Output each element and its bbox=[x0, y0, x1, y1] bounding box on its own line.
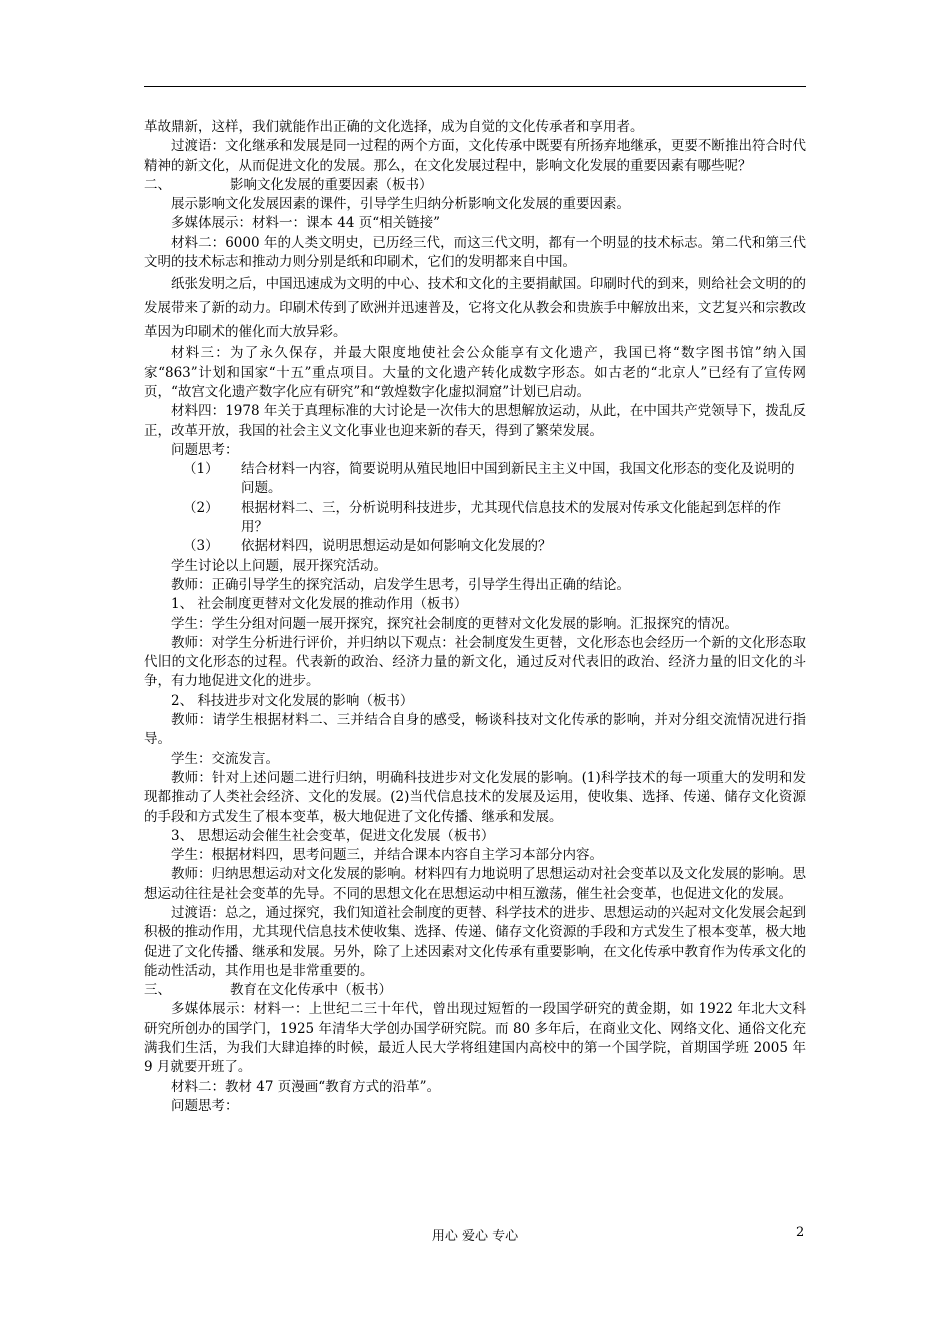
section-title: 教育在文化传承中（板书） bbox=[230, 982, 392, 999]
paragraph: 教师：针对上述问题二进行归纳，明确科技进步对文化发展的影响。(1)科学技术的每一项重大的发明和发现都推动了人类社会经济、文化的发展。(2)当代信息技术的发展及运用，使收集、选择、传递、储存文化资源的手段和方式发生了根本变革，极大地促进了文化传播、继承和发展。 bbox=[144, 769, 806, 825]
page-number: 2 bbox=[796, 1225, 805, 1240]
section-title: 影响文化发展的重要因素（板书） bbox=[230, 176, 433, 193]
document-body bbox=[144, 118, 806, 1116]
section-heading bbox=[144, 176, 806, 195]
question-number: （2） bbox=[183, 499, 219, 516]
paragraph: 2、 科技进步对文化发展的影响（板书） bbox=[171, 692, 414, 709]
paragraph: 多媒体展示：材料一：上世纪二三十年代，曾出现过短暂的一段国学研究的黄金期，如 1922 年北大文科研究所创办的国学门，1925 年清华大学创办国学研究院。而 80 多年后，在商业文化、网络文化、通俗文化充满我们生活，为我们大肆追捧的时候，最近人民大学将组建国内高校中的第一个国学院，首期国学班 2005 年 9 月就要开班了。 bbox=[144, 1001, 806, 1076]
paragraph: 1、 社会制度更替对文化发展的推动作用（板书） bbox=[171, 596, 468, 613]
paragraph: 教师：对学生分析进行评价，并归纳以下观点：社会制度发生更替，文化形态也会经历一个新的文化形态取代旧的文化形态的过程。代表新的政治、经济力量的新文化，通过反对代表旧的政治、经济力量的旧文化的斗争，有力地促进文化的进步。 bbox=[144, 634, 806, 690]
question-text: 结合材料一内容，简要说明从殖民地旧中国到新民主主义中国，我国文化形态的变化及说明的问题。 bbox=[241, 461, 795, 497]
paragraph: 纸张发明之后，中国迅速成为文明的中心、技术和文化的主要捐献国。印刷时代的到来，则给社会文明的的发展带来了新的动力。印刷术传到了欧洲并迅速普及，它将文化从教会和贵族手中解放出来，文艺复兴和宗教改革因为印刷术的催化而大放异彩。 bbox=[144, 276, 806, 341]
question-text: 根据材料二、三，分析说明科技进步，尤其现代信息技术的发展对传承文化能起到怎样的作用？ bbox=[241, 499, 781, 536]
paragraph: 展示影响文化发展因素的课件，引导学生归纳分析影响文化发展的重要因素。 bbox=[171, 196, 630, 213]
section-number: 三、 bbox=[144, 982, 171, 999]
question-number: （1） bbox=[183, 461, 219, 478]
paragraph: 多媒体展示：材料一：课本 44 页“相关链接” bbox=[171, 215, 441, 232]
header-rule bbox=[144, 86, 806, 87]
paragraph: 学生：学生分组对问题一展开探究，探究社会制度的更替对文化发展的影响。汇报探究的情况。 bbox=[171, 615, 738, 632]
paragraph: 学生讨论以上问题，展开探究活动。 bbox=[171, 557, 387, 574]
paragraph: 学生：交流发言。 bbox=[171, 750, 279, 767]
paragraph: 问题思考： bbox=[171, 1097, 239, 1114]
paragraph: 学生：根据材料四，思考问题三，并结合课本内容自主学习本部分内容。 bbox=[171, 847, 603, 864]
question-number: （3） bbox=[183, 538, 219, 555]
paragraph: 3、 思想运动会催生社会变革，促进文化发展（板书） bbox=[171, 827, 495, 844]
section-number: 二、 bbox=[144, 176, 171, 193]
paragraph: 教师：请学生根据材料二、三并结合自身的感受，畅谈科技对文化传承的影响，并对分组交流情况进行指导。 bbox=[144, 712, 806, 748]
paragraph: 教师：归纳思想运动对文化发展的影响。材料四有力地说明了思想运动对社会变革以及文化发展的影响。思想运动往往是社会变革的先导。不同的思想文化在思想运动中相互激荡，催生社会变革，也促进文化的发展。 bbox=[144, 866, 806, 902]
question-item bbox=[144, 537, 806, 556]
paragraph: 问题思考： bbox=[171, 441, 239, 458]
paragraph: 教师：正确引导学生的探究活动，启发学生思考，引导学生得出正确的结论。 bbox=[171, 576, 630, 593]
paragraph: 革故鼎新，这样，我们就能作出正确的文化选择，成为自觉的文化传承者和享用者。 bbox=[144, 119, 644, 135]
section-heading bbox=[144, 981, 806, 1000]
paragraph: 材料四：1978 年关于真理标准的大讨论是一次伟大的思想解放运动，从此，在中国共产党领导下，拨乱反正，改革开放，我国的社会主义文化事业也迎来新的春天，得到了繁荣发展。 bbox=[144, 403, 806, 439]
paragraph: 材料二：6000 年的人类文明史，已历经三代，而这三代文明，都有一个明显的技术标志。第二代和第三代文明的技术标志和推动力则分别是纸和印刷术，它们的发明都来自中国。 bbox=[144, 234, 806, 271]
question-item bbox=[144, 499, 806, 538]
footer-motto: 用心 爱心 专心 bbox=[431, 1229, 519, 1244]
question-text: 依据材料四，说明思想运动是如何影响文化发展的？ bbox=[241, 538, 552, 555]
paragraph: 材料二：教材 47 页漫画“教育方式的沿革”。 bbox=[171, 1078, 441, 1095]
paragraph: 材料三：为了永久保存，并最大限度地使社会公众能享有文化遗产，我国已将“数字图书馆”纳入国家“863”计划和国家“十五”重点项目。大量的文化遗产转化成数字形态。如古老的“北京人”已经有了宣传网页，“故宫文化遗产数字化应有研究”和“敦煌数字化虚拟洞窟”计划已启动。 bbox=[144, 345, 806, 400]
question-item bbox=[144, 460, 806, 499]
paragraph: 过渡语：总之，通过探究，我们知道社会制度的更替、科学技术的进步、思想运动的兴起对文化发展会起到积极的推动作用，尤其现代信息技术使收集、选择、传递、储存文化资源的手段和方式发生了根本变革，极大地促进了文化传播、继承和发展。另外，除了上述因素对文化传承有重要影响，在文化传承中教育作为传承文化的能动性活动，其作用也是非常重要的。 bbox=[144, 904, 806, 979]
paragraph: 过渡语：文化继承和发展是同一过程的两个方面，文化传承中既要有所扬弃地继承，更要不断推出符合时代精神的新文化，从而促进文化的发展。那么，在文化发展过程中，影响文化发展的重要因素有哪些呢？ bbox=[144, 138, 806, 174]
